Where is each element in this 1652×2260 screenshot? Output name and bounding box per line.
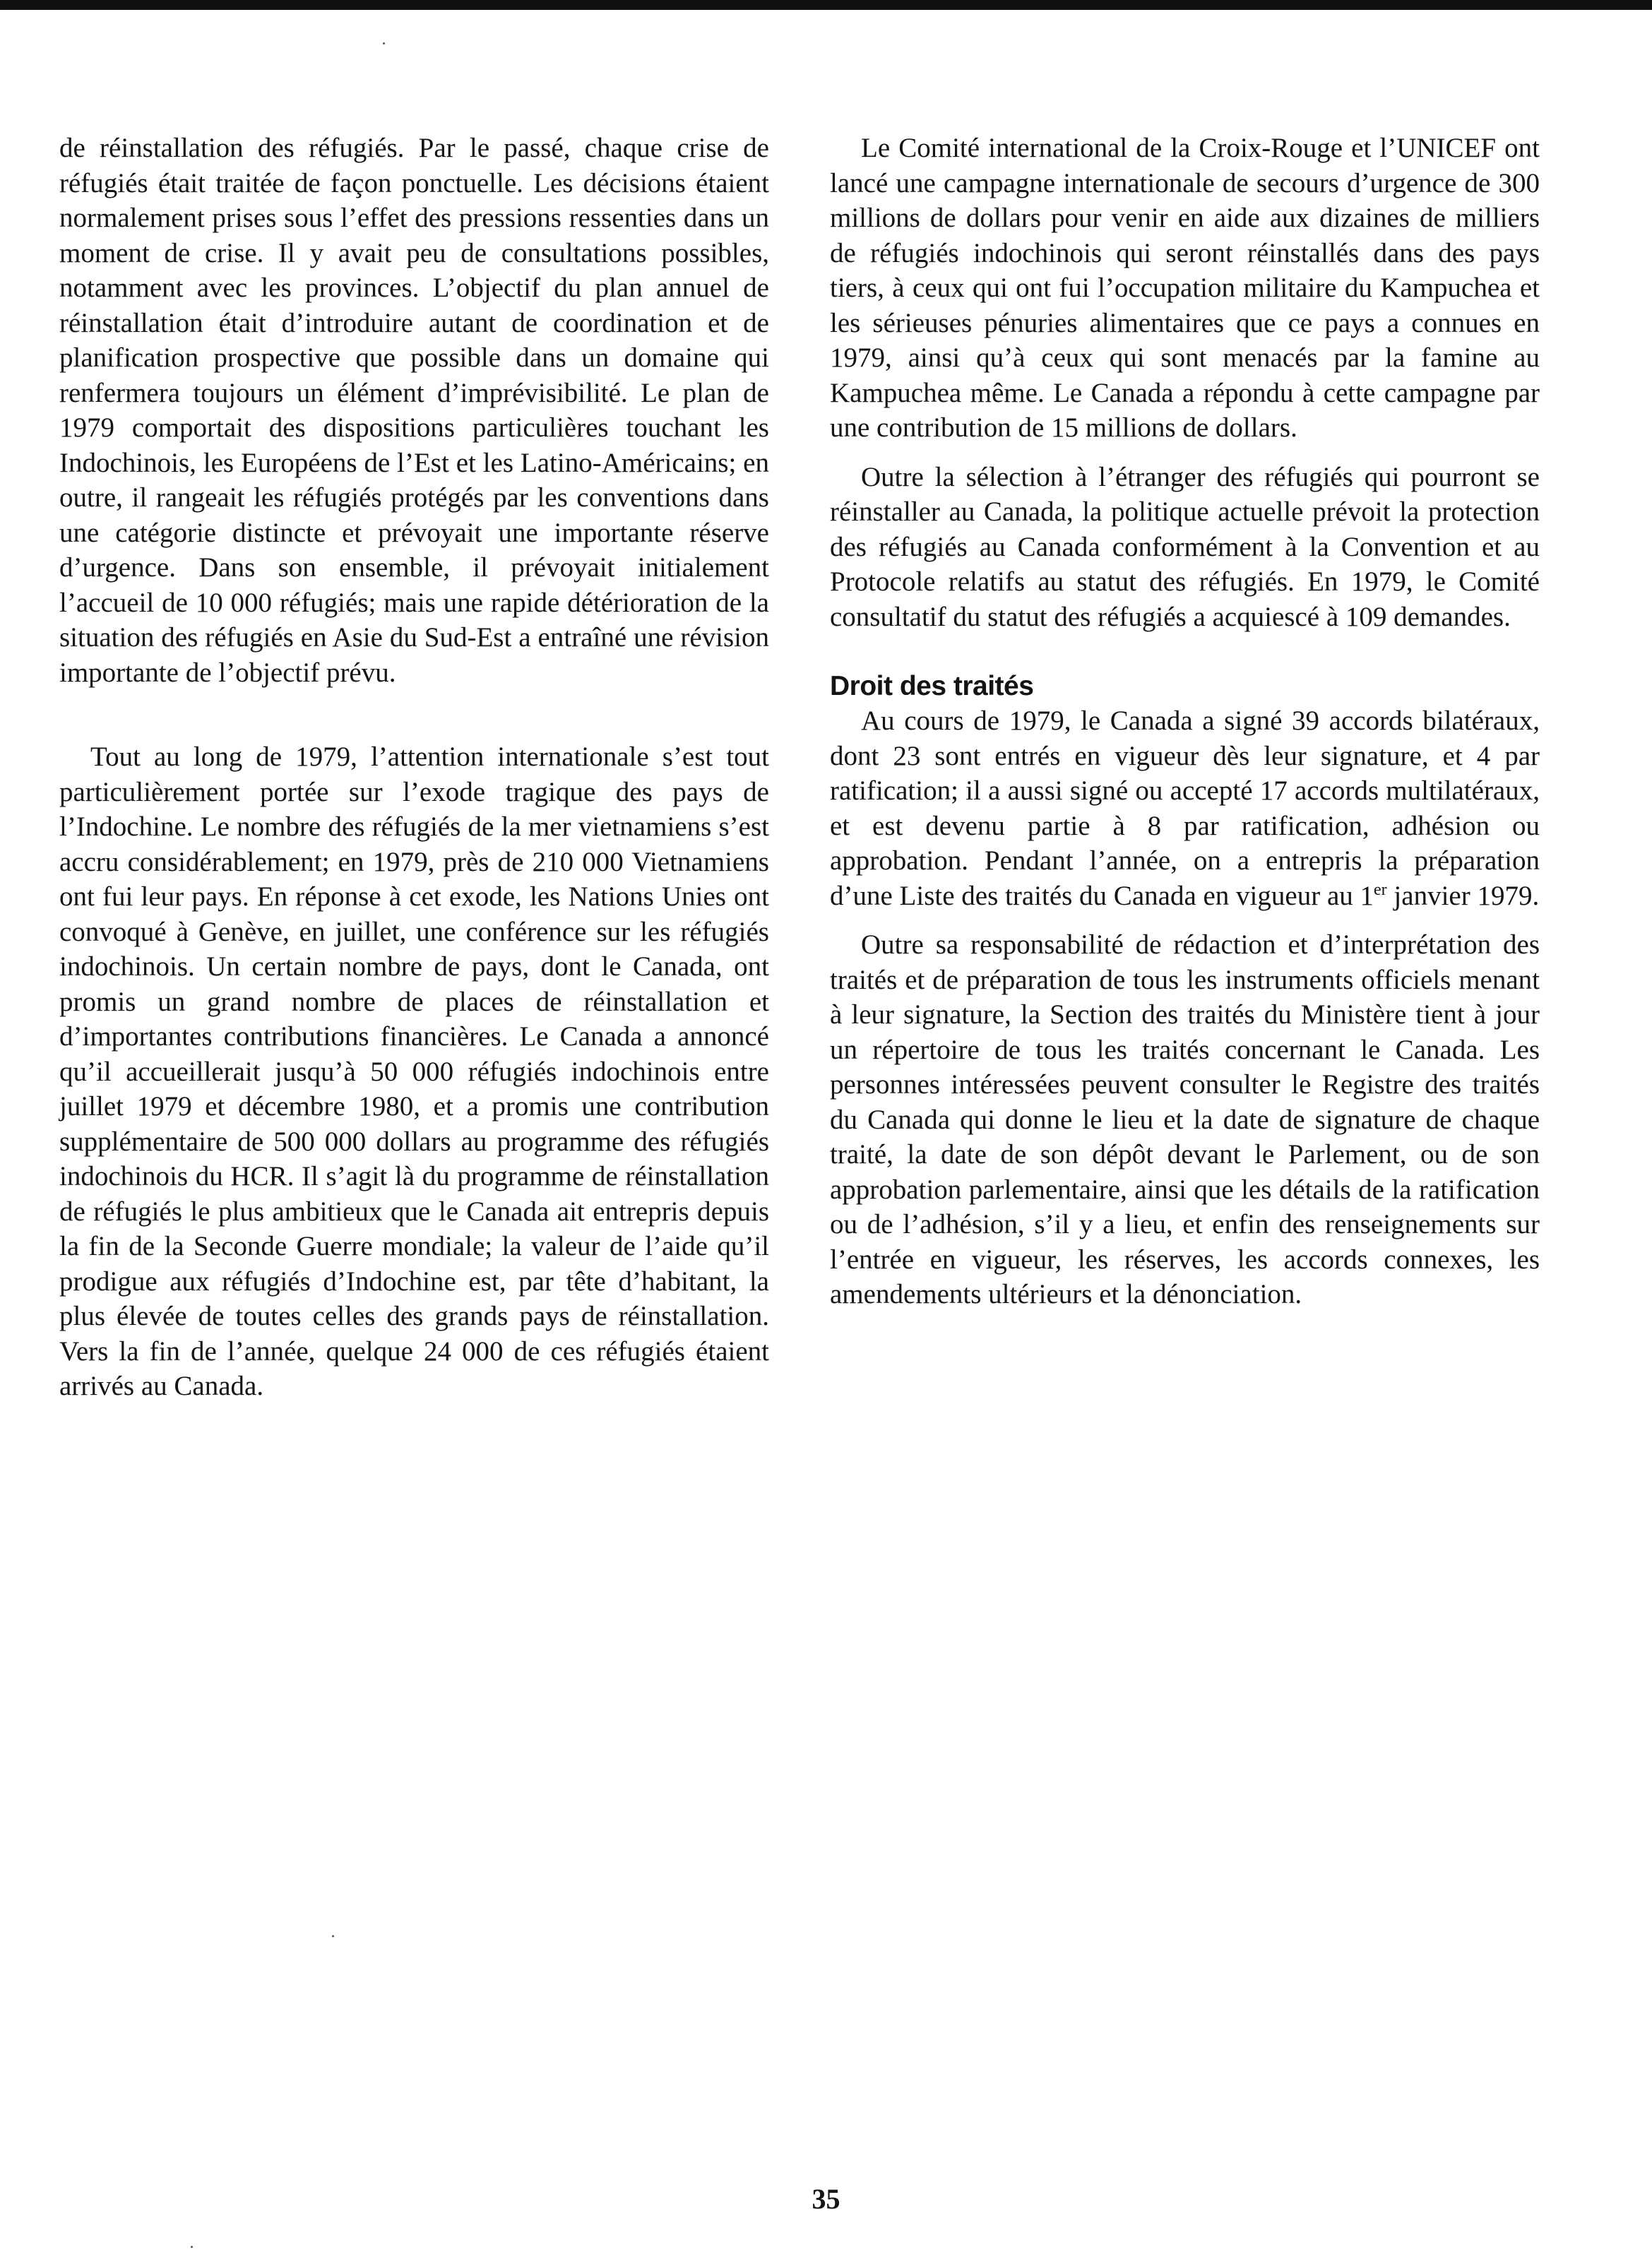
left-paragraph-continuation: de réinstallation des réfugiés. Par le passé, chaque crise de réfugiés était traitée de façon ponctuelle. Les décisions étaient normalement prises sous l’effet des pressions ressenties dans un moment de crise. Il y avait peu de consultations possibles, notamment avec les provinces. L’objectif du plan annuel de réinstallation était d’introduire autant de coordination et de planification prospective que possible dans un domaine qui renfermera toujours un élément d’imprévisibilité. Le plan de 1979 comportait des dispositions particulières touchant les Indochinois, les Européens de l’Est et les Latino-Américains; en outre, il rangeait les réfugiés protégés par les conventions dans une catégorie distincte et prévoyait une importante réserve d’urgence. Dans son ensemble, il prévoyait initialement l’accueil de 10 000 réfugiés; mais une rapide détérioration de la situation des réfugiés en Asie du Sud-Est a entraîné une révision importante de l’objectif prévu. [59, 133, 769, 688]
scan-speck [191, 2246, 193, 2248]
treaties-text-end: janvier 1979. [1386, 880, 1540, 911]
right-paragraph-red-cross: Le Comité international de la Croix-Rouge et l’UNICEF ont lancé une campagne internationale de secours d’urgence de 300 millions de dollars pour venir en aide aux dizaines de milliers de réfugiés indochinois qui seront réinstallés dans des pays tiers, à ceux qui ont fui l’occupation militaire du Kampuchea et les sérieuses pénuries alimentaires que ce pays a connues en 1979, ainsi qu’à ceux qui sont menacés par la famine au Kampuchea même. Le Canada a répondu à cette campagne par une contribution de 15 millions de dollars. [830, 133, 1540, 443]
scan-speck [332, 1935, 334, 1937]
treaties-text-start: Au cours de 1979, le Canada a signé 39 accords bilatéraux, dont 23 sont entrés en vigueur dès leur signature, et 4 par ratification; il a aussi signé ou accepté 17 accords multilatéraux, et est devenu partie à 8 par ratification, adhésion ou approbation. Pendant l’année, on a entrepris la préparation d’une Liste des traités du Canada en vigueur au 1 [830, 706, 1540, 911]
ordinal-superscript: er [1374, 880, 1387, 899]
scan-speck [383, 42, 385, 44]
right-paragraph-treaties-signed [830, 703, 1540, 913]
scan-top-border [0, 0, 1652, 10]
right-column [830, 131, 1540, 1312]
left-column [59, 131, 769, 1404]
left-paragraph-indochina: Tout au long de 1979, l’attention internationale s’est tout particulièrement portée sur l’exode tragique des pays de l’Indochine. Le nombre des réfugiés de la mer vietnamiens s’est accru considérablement; en 1979, près de 210 000 Vietnamiens ont fui leur pays. En réponse à cet exode, les Nations Unies ont convoqué à Genève, en juillet, une conférence sur les réfugiés indochinois. Un certain nombre de pays, dont le Canada, ont promis un grand nombre de places de réinstallation et d’importantes contributions financières. Le Canada a annoncé qu’il accueillerait jusqu’à 50 000 réfugiés indochinois entre juillet 1979 et décembre 1980, et a promis une contribution supplémentaire de 500 000 dollars au programme des réfugiés indochinois du HCR. Il s’agit là du programme de réinstallation de réfugiés le plus ambitieux que le Canada ait entrepris depuis la fin de la Seconde Guerre mondiale; la valeur de l’aide qu’il prodigue aux réfugiés d’Indochine est, par tête d’habitant, la plus élevée de toutes celles des grands pays de réinstallation. Vers la fin de l’année, quelque 24 000 de ces réfugiés étaient arrivés au Canada. [59, 742, 769, 1401]
right-paragraph-treaty-section: Outre sa responsabilité de rédaction et d’interprétation des traités et de préparation de tous les instruments officiels menant à leur signature, la Section des traités du Ministère tient à jour un répertoire de tous les traités concernant le Canada. Les personnes intéressées peuvent consulter le Registre des traités du Canada qui donne le lieu et la date de signature de chaque traité, la date de son dépôt devant le Parlement, ou de son approbation parlementaire, ainsi que les détails de la ratification ou de l’adhésion, s’il y a lieu, et enfin des renseignements sur l’entrée en vigueur, les réserves, les accords connexes, les amendements ultérieurs et la dénonciation. [830, 929, 1540, 1309]
right-paragraph-protection: Outre la sélection à l’étranger des réfugiés qui pourront se réinstaller au Canada, la politique actuelle prévoit la protection des réfugiés au Canada conformément à la Convention et au Protocole relatifs au statut des réfugiés. En 1979, le Comité consultatif du statut des réfugiés a acquiescé à 109 demandes. [830, 461, 1540, 632]
section-heading-treaty-law: Droit des traités [830, 671, 1034, 701]
page-number: 35 [812, 2183, 840, 2215]
